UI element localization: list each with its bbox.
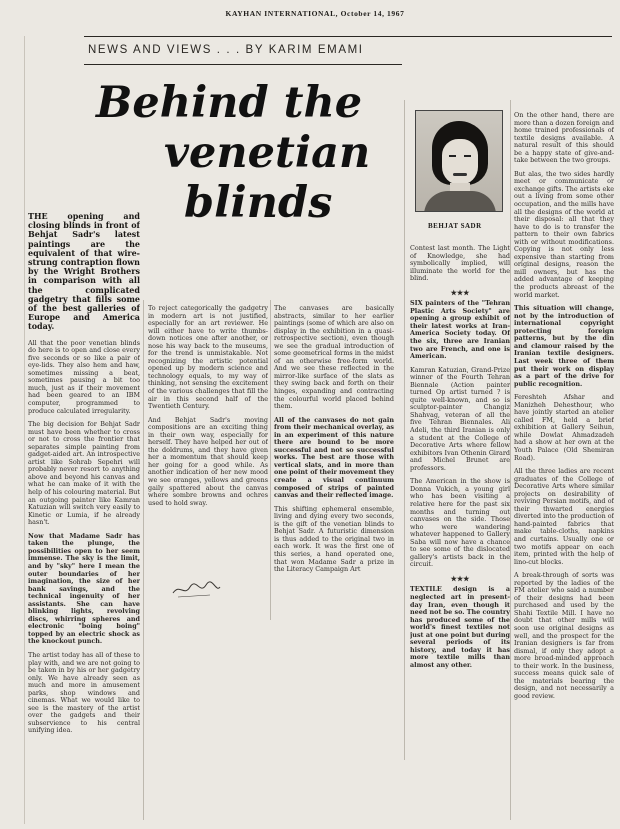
col4-paragraph: TEXTILE design is a neglected art in present-day Iran, even though it need not be so. The country has produced some of the world's finest textiles not just at one point but during several periods of its history, and today it has more textile mills than almost any other. [410, 585, 510, 669]
col1-paragraph: All that the poor venetian blinds do here is to open and close every five seconds or so like a pair of eye-lids. They also hem and haw, sometimes missing a beat, sometimes pausing a bit too much, just as if their movement had been geared to an IBM computer, programmed to produce calculated irregularity. [28, 338, 140, 415]
col5-paragraph: All the three ladies are recent graduates of the College of Decorative Arts where similar projects on desirability of reviving Persian motifs, and of their thwarted energies diverted into the production of hand-painted fabrics that make table-cloths, napkins and curtains. Usually one or two motifs appear on each item, printed with the help of lino-cut blocks. [514, 467, 614, 566]
headline [96, 78, 416, 228]
photo-caption: BEHJAT SADR [428, 222, 482, 230]
top-rule [84, 36, 612, 37]
section-divider-stars: ★★★ [450, 573, 470, 583]
col1-paragraph: The artist today has all of these to play with, and we are not going to be taken in by his or her gadgetry only. We have already seen as much and more in amusement parks, shop windows and cinemas. What we would like to see is the mastery of the artist over the gadgets and their subservience to his central unifying idea. [28, 650, 140, 735]
col4-paragraph: Kamran Katuzian, Grand-Prize winner of the Fourth Tehran Biennale (Action painter turned Op artist turned ? is quite well-known, and so is sculptor-painter Changiz Shahvag, veteran of all the five Tehran Biennales. Ali Adeli, the third Iranian is only a student at the College of Decorative Arts where fellow exhibitors Ivan Othenin Girard and Michel Brunet are professors. [410, 365, 510, 472]
artist-portrait-photo [415, 110, 503, 212]
col4-paragraph: The American in the show is Donna Vukich, a young girl who has been visiting a relative here for the past six months and turning out canvases on the side. Those who were wandering whatever happened to Gallery Saba will now have a chance to see some of the dislocated gallery's artists back in the circuit. [410, 477, 510, 569]
headline-line-1: Behind the [96, 78, 363, 128]
portrait-shirt [424, 191, 496, 212]
kicker-byline: NEWS AND VIEWS . . . BY KARIM EMAMI [88, 44, 364, 56]
column-rule [510, 100, 511, 820]
portrait-eye [464, 155, 471, 157]
col2-paragraph: To reject categorically the gadgetry in modern art is not justified, especially for an art reviewer. He will either have to write thumbs-down notices one after another, or nose his way back to the museums, for the trend is unmistakable. Not recognizing the artistic potential opened up by modern science and technology equals, to my way of thinking, not sensing the excitement of the various challenges that fill the air in this second half of the Twentieth Century. [148, 305, 268, 411]
section-divider-stars: ★★★ [450, 287, 470, 297]
col5-paragraph: A break-through of sorts was reported by the ladies of the FM atelier who said a number of their designs had been purchased and used by the Shahi Textile Mill. I have no doubt that other mills will soon use original designs as well, and the prospect for the Iranian designers is far from dismal, if only they adopt a more broad-minded approach to their work. In the business, success means quick sale of the materials bearing the design, and not necessarily a good review. [514, 571, 614, 700]
kicker-rule [84, 64, 402, 65]
headline-line-3: blinds [184, 178, 333, 228]
col5-paragraph: But alas, the two sides hardly meet or communicate or exchange gifts. The artists eke out a living from some other occupation, and the mills have all the designs of the world at their disposal: all that they have to do is to transfer the pattern to their own fabrics with or without modifications. Copying is not only less expensive than starting from original designs, reason the mill owners, but has the added advantage of keeping the products abreast of the world market. [514, 169, 614, 299]
col3-paragraph: This shifting ephemeral ensemble, living and dying every two seconds, is the gift of the venetian blinds to Behjat Sadr. A futuristic dimension is thus added to the original two in each work. It was the first one of this series, a hand operated one, that won Madame Sadr a prize in the Literacy Campaign Art [274, 504, 394, 574]
column-1 [28, 212, 140, 827]
col3-paragraph: All of the canvases do not gain from their mechanical overlay, as in an experiment of this nature there are bound to be more successful and not so successful works. The best are those with vertical slats, and in more than one point of their movement they create a visual continuum composed of strips of painted canvas and their reflected image. [274, 415, 394, 500]
column-rule [270, 300, 271, 620]
portrait-face [442, 139, 478, 185]
portrait-eye [449, 155, 456, 157]
col4-paragraph: SIX painters of the "Tehran Plastic Arts Society" are opening a group exhibit of their latest works at Iran-America Society today. Of the six, three are Iranian two are French, and one is American. [410, 299, 510, 361]
portrait-mouth [453, 173, 467, 176]
col5-paragraph: This situation will change, not by the introduction of international copyright protecting foreign patterns, but by the din and clamour raised by the Iranian textile designers. Last week three of them put their work on display as a part of the drive for public recognition. [514, 304, 614, 388]
col5-paragraph: Fereshteh Afshar and Manizheh Dehesthour, who have jointly started an atelier called FM, held a brief exhibition at Gallery Seihun, while Dowlat Ahmadzadeh had a show at her own at the Youth Palace (Old Shemiran Road). [514, 393, 614, 462]
col2-paragraph: And Behjat Sadr's moving compositions are an exciting thing in their own way, especially for herself. They have helped her out of the doldrums, and they have given her a momentum that should keep her going for a good while. As another indication of her new mood we see oranges, yellows and greens gaily spattered about the canvas where sombre browns and ochres used to hold sway. [148, 415, 268, 507]
col3-paragraph: The canvases are basically abstracts, similar to her earlier paintings (some of which are also on display in the exhibition in a quasi-retrospective section), even though we see the gradual introduction of some geometrical forms in the midst of an otherwise free-form world. And we see these reflected in the mirror-like surface of the slats as they swing back and forth on their hinges, expanding and contracting the colourful world placed behind them. [274, 305, 394, 411]
handwritten-signature [170, 575, 222, 601]
col1-paragraph: Now that Madame Sadr has taken the plunge, the possibilities open to her seem immense. The sky is the limit, and by "sky" here I mean the outer boundaries of her imagination, the size of her bank savings, and the technical ingenuity of her assistants. She can have blinking lights, revolving discs, whirring spheres and electronic "boing boing" topped by an electric shock as the knockout punch. [28, 531, 140, 646]
column-3 [274, 305, 394, 615]
column-4 [410, 245, 510, 765]
col1-paragraph: The big decision for Behjat Sadr must have been whether to cross or not to cross the frontier that separates simple painting from gadget-aided art. An introspective artist like Sohrab Sepehri will probably never resort to anything above and beyond his canvas and what he can make of it with the help of his colouring material. But an outgoing painter like Kamran Katuzian will switch very easily to Kinetic or Lumia, if he already hasn't. [28, 420, 140, 527]
column-5 [514, 112, 614, 827]
column-rule [404, 100, 405, 760]
col4-paragraph: Contest last month. The Light of Knowledge, she had symbolically implied, will illuminate the world for the blind. [410, 245, 510, 283]
column-2 [148, 305, 268, 565]
headline-line-2: venetian [164, 128, 371, 178]
masthead: KAYHAN INTERNATIONAL, October 14, 1967 [225, 9, 405, 18]
column-rule [143, 300, 144, 820]
lede-paragraph: THE opening and closing blinds in front of Behjat Sadr's latest paintings are the equivalent of that wire-strung contraption flown by the Wright Brothers in comparison with all the complicated gadgetry that fills some of the best galleries of Europe and America today. [28, 212, 140, 332]
col5-paragraph: On the other hand, there are more than a dozen foreign and home trained professionals of textile designs available. A natural result of this should be a happy state of give-and-take between the two groups. [514, 112, 614, 165]
